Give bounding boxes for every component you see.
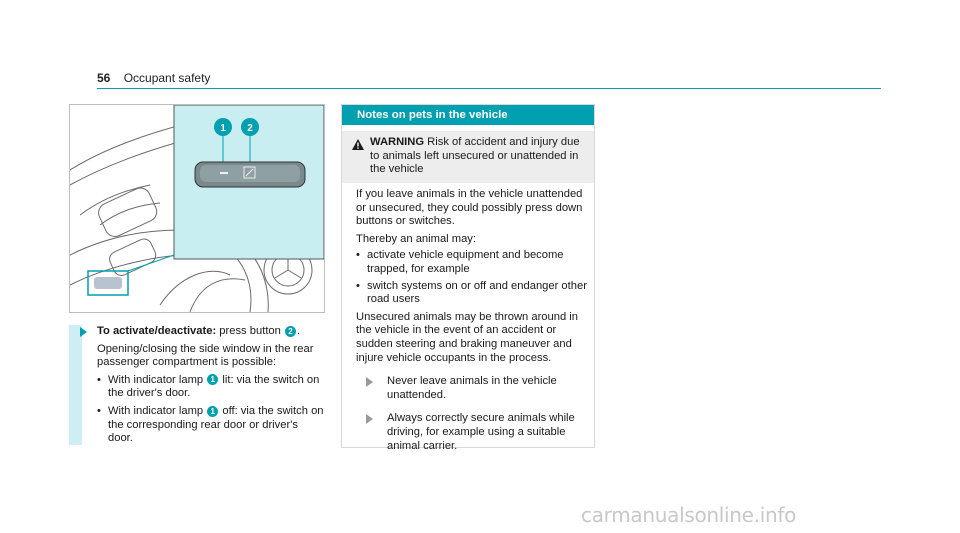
step-title: To activate/deactivate:	[97, 325, 217, 337]
step-arrow-icon	[366, 377, 373, 387]
door-panel-illustration	[69, 104, 325, 313]
lamp-1-badge: 1	[207, 374, 218, 385]
step-text: press button	[216, 325, 284, 337]
section-title: Occupant safety	[123, 71, 211, 85]
notes-title: Notes on pets in the vehicle	[342, 105, 594, 125]
notes-paragraph-2: Thereby an animal may:	[356, 232, 477, 245]
warning-triangle-icon	[352, 139, 364, 150]
list-item: • activate vehicle equipment and become trapped, for example	[356, 249, 592, 276]
list-item: • With indicator lamp 1 lit: via the switch on the driver's door.	[97, 374, 325, 401]
notes-step: Never leave animals in the vehicle unattended.	[356, 375, 592, 402]
notes-paragraph-3: Unsecured animals may be thrown around in the vehicle in the event of an accident or sudden steering and braking maneuver and injure vehicle occupants in the process.	[356, 310, 579, 364]
step-arrow-icon	[366, 414, 373, 424]
list-item: • With indicator lamp 1 off: via the switch on the corresponding rear door or driver's door.	[97, 405, 325, 446]
watermark: carmanualsonline.info	[581, 503, 797, 527]
pets-notes-box	[341, 104, 595, 452]
lamp-1-badge: 1	[207, 406, 218, 417]
figure-callout-2: 2	[247, 123, 253, 134]
step-paragraph: Opening/closing the side window in the rear passenger compartment is possible:	[97, 342, 314, 369]
instruction-block	[69, 325, 323, 445]
step-text-end: .	[296, 325, 301, 337]
figure-callout-1: 1	[220, 123, 226, 134]
door-panel-drawing	[70, 105, 324, 312]
warning-text	[370, 136, 588, 177]
notes-step: Always correctly secure animals while driving, for example using a suitable animal carrier.	[356, 412, 592, 453]
header-rule	[97, 88, 881, 89]
button-2-badge: 2	[285, 326, 296, 337]
warning-label: WARNING	[370, 136, 425, 148]
step-arrow-icon	[80, 327, 87, 337]
instruction-step	[97, 325, 325, 446]
list-item: • switch systems on or off and endanger other road users	[356, 280, 592, 307]
warning-panel	[342, 131, 594, 183]
notes-body	[356, 188, 592, 453]
instruction-sidebar	[69, 325, 82, 445]
page-number: 56	[97, 71, 111, 85]
notes-paragraph-1: If you leave animals in the vehicle unattended or unsecured, they could possibly press down buttons or switches.	[356, 188, 583, 228]
warning-body: Risk of accident and injury due to animals left unsecured or unattended in the vehicle	[370, 136, 580, 176]
page-header	[97, 71, 210, 85]
